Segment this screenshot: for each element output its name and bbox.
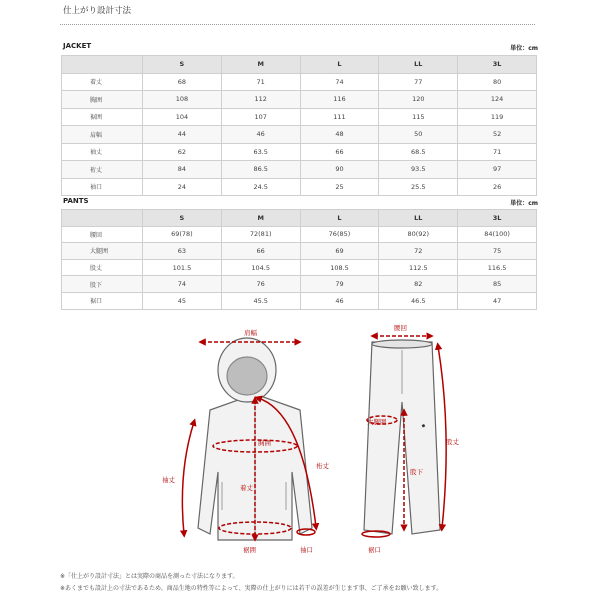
table-cell: 86.5: [221, 161, 300, 179]
table-cell: 90: [300, 161, 379, 179]
row-label: 大腿囲: [62, 243, 143, 260]
size-header: 3L: [458, 56, 537, 74]
row-label: 袖丈: [62, 143, 143, 161]
table-cell: 124: [458, 91, 537, 109]
yuki-length-label: 裄丈: [316, 462, 329, 470]
table-cell: 46: [221, 126, 300, 144]
row-label: 股丈: [62, 259, 143, 276]
table-cell: 97: [458, 161, 537, 179]
table-cell: 119: [458, 108, 537, 126]
table-cell: 104: [143, 108, 222, 126]
size-header: S: [143, 56, 222, 74]
table-cell: 72: [379, 243, 458, 260]
inseam-label: 股下: [410, 468, 423, 476]
table-cell: 47: [458, 292, 537, 309]
title-divider: [60, 24, 535, 25]
table-row: [62, 126, 537, 144]
jacket-section-title: JACKET: [63, 42, 92, 50]
row-label: 腰回: [62, 226, 143, 243]
table-row: [62, 243, 537, 260]
footnote: ※あくまでも設計上の寸法であるため、商品生地の特性等によって、実際の仕上がりには若干の誤差が生じます事、ご了承をお願い致します。: [60, 585, 443, 592]
pants-hem-label: 裾口: [368, 546, 381, 554]
table-header-row: [62, 210, 537, 227]
row-label: 裾囲: [62, 108, 143, 126]
table-cell: 79: [300, 276, 379, 293]
chest-label: 胸囲: [258, 439, 271, 447]
table-row: [62, 276, 537, 293]
table-cell: 116: [300, 91, 379, 109]
table-header-row: [62, 56, 537, 74]
table-row: [62, 178, 537, 196]
table-cell: 84(100): [458, 226, 537, 243]
table-cell: 85: [458, 276, 537, 293]
table-cell: 82: [379, 276, 458, 293]
table-cell: 120: [379, 91, 458, 109]
table-cell: 72(81): [221, 226, 300, 243]
table-cell: 69(78): [143, 226, 222, 243]
table-cell: 76(85): [300, 226, 379, 243]
brand-logo: ◆: [420, 423, 428, 429]
table-cell: 76: [221, 276, 300, 293]
row-label: 股下: [62, 276, 143, 293]
table-cell: 112.5: [379, 259, 458, 276]
table-cell: 63: [143, 243, 222, 260]
footnote: ※「仕上がり設計寸法」とは実際の商品を測った寸法になります。: [60, 573, 239, 580]
table-row: [62, 73, 537, 91]
table-cell: 107: [221, 108, 300, 126]
table-cell: 45: [143, 292, 222, 309]
table-cell: 46.5: [379, 292, 458, 309]
pants-illustration: [364, 340, 440, 534]
size-header: L: [300, 56, 379, 74]
table-cell: 108: [143, 91, 222, 109]
table-cell: 46: [300, 292, 379, 309]
table-cell: 115: [379, 108, 458, 126]
table-cell: 52: [458, 126, 537, 144]
table-row: [62, 143, 537, 161]
header-corner-cell: [62, 210, 143, 227]
jacket-size-table: [61, 55, 537, 196]
size-header: LL: [379, 56, 458, 74]
pants-section-title: PANTS: [63, 197, 89, 205]
table-cell: 77: [379, 73, 458, 91]
size-header: 3L: [458, 210, 537, 227]
body-length-label: 着丈: [240, 484, 253, 492]
table-cell: 101.5: [143, 259, 222, 276]
pants-unit-label: 単位：cm: [510, 200, 538, 207]
table-cell: 80(92): [379, 226, 458, 243]
jacket-unit-label: 単位：cm: [510, 45, 538, 52]
table-cell: 74: [300, 73, 379, 91]
table-cell: 25: [300, 178, 379, 196]
table-row: [62, 91, 537, 109]
row-label: 裄丈: [62, 161, 143, 179]
table-row: [62, 108, 537, 126]
sleeve-length-label: 袖丈: [162, 476, 175, 484]
page-title: 仕上がり設計寸法: [63, 6, 132, 16]
table-cell: 71: [458, 143, 537, 161]
measurement-diagram: [0, 322, 600, 570]
waist-label: 腰回: [394, 324, 407, 332]
table-cell: 62: [143, 143, 222, 161]
table-cell: 63.5: [221, 143, 300, 161]
table-cell: 75: [458, 243, 537, 260]
table-cell: 84: [143, 161, 222, 179]
table-cell: 108.5: [300, 259, 379, 276]
table-cell: 66: [300, 143, 379, 161]
table-cell: 24.5: [221, 178, 300, 196]
table-row: [62, 226, 537, 243]
table-cell: 68.5: [379, 143, 458, 161]
table-cell: 50: [379, 126, 458, 144]
table-cell: 74: [143, 276, 222, 293]
table-cell: 111: [300, 108, 379, 126]
outseam-label: 股丈: [446, 438, 459, 446]
table-cell: 45.5: [221, 292, 300, 309]
row-label: 着丈: [62, 73, 143, 91]
header-corner-cell: [62, 56, 143, 74]
table-cell: 44: [143, 126, 222, 144]
size-header: M: [221, 56, 300, 74]
table-cell: 48: [300, 126, 379, 144]
pants-size-table: [61, 209, 537, 310]
table-cell: 24: [143, 178, 222, 196]
table-row: [62, 292, 537, 309]
cuff-label: 袖口: [300, 546, 313, 554]
size-header: S: [143, 210, 222, 227]
size-header: LL: [379, 210, 458, 227]
shoulder-width-label: 肩幅: [244, 329, 257, 337]
table-cell: 68: [143, 73, 222, 91]
size-header: M: [221, 210, 300, 227]
table-row: [62, 259, 537, 276]
size-header: L: [300, 210, 379, 227]
hood-opening: [227, 357, 267, 395]
table-cell: 69: [300, 243, 379, 260]
table-cell: 93.5: [379, 161, 458, 179]
row-label: 袖口: [62, 178, 143, 196]
table-row: [62, 161, 537, 179]
table-cell: 116.5: [458, 259, 537, 276]
table-cell: 26: [458, 178, 537, 196]
table-cell: 80: [458, 73, 537, 91]
table-cell: 25.5: [379, 178, 458, 196]
table-cell: 104.5: [221, 259, 300, 276]
hem-width-label: 裾囲: [243, 546, 256, 554]
table-cell: 71: [221, 73, 300, 91]
table-cell: 112: [221, 91, 300, 109]
thigh-label: 大腿囲: [367, 418, 387, 426]
row-label: 裾口: [62, 292, 143, 309]
row-label: 肩幅: [62, 126, 143, 144]
row-label: 胸囲: [62, 91, 143, 109]
table-cell: 66: [221, 243, 300, 260]
